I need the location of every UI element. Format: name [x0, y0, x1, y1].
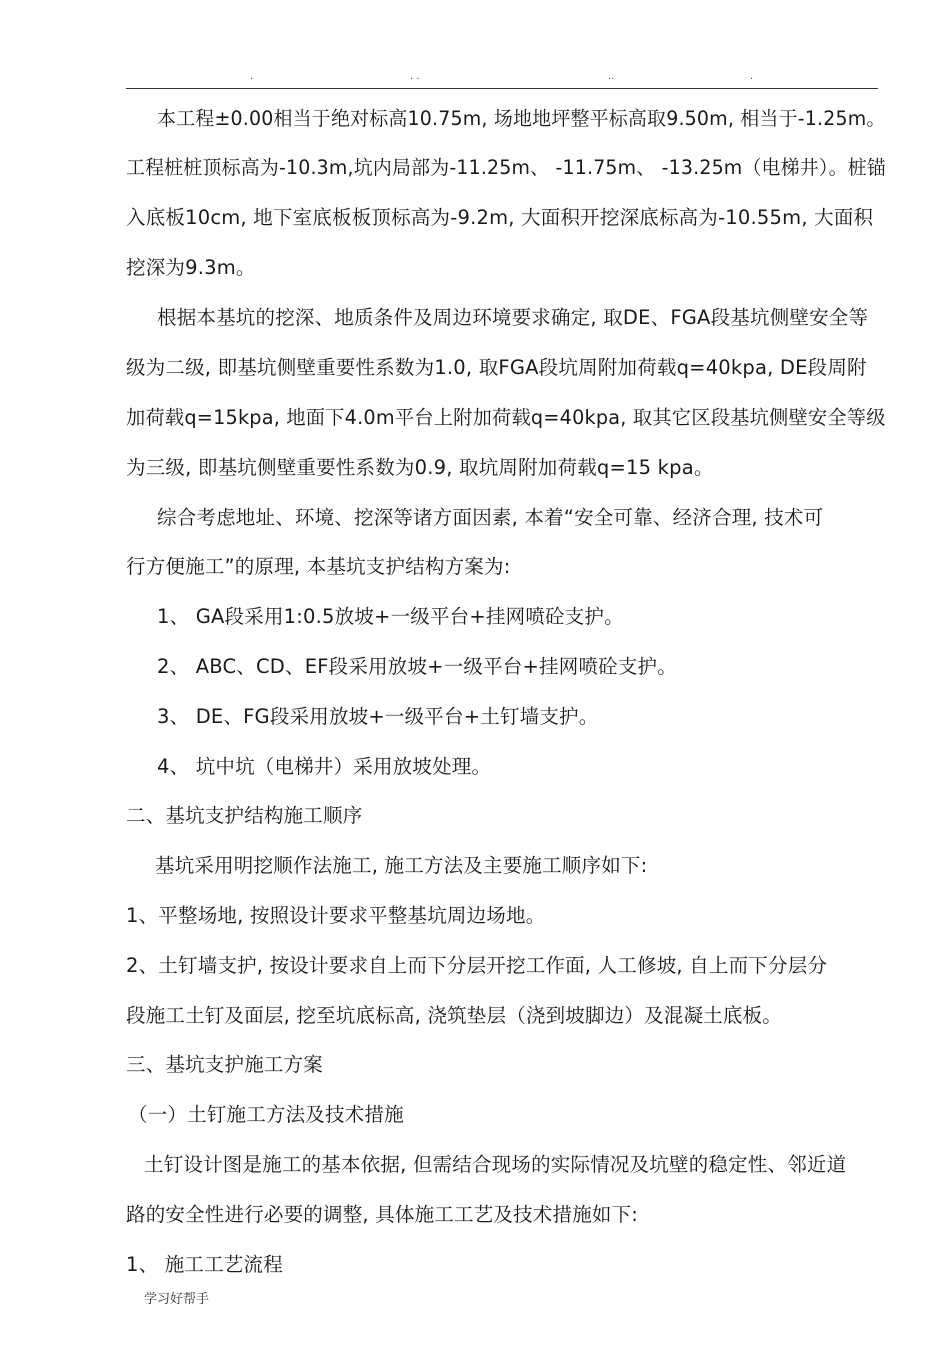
header-mark: . .: [410, 71, 420, 82]
text-line: 加荷载q=15kpa, 地面下4.0m平台上附加荷载q=40kpa, 取其它区段基坑侧壁安全等级: [126, 406, 886, 429]
list-item: 1、 施工工艺流程: [126, 1253, 283, 1276]
header-marks: [126, 72, 878, 86]
text-line: 本工程±0.00相当于绝对标高10.75m, 场地地坪整平标高取9.50m, 相当于-1.25m。: [157, 107, 886, 130]
text-line: 路的安全性进行必要的调整, 具体施工工艺及技术措施如下:: [126, 1203, 639, 1226]
header-rule: [126, 88, 878, 89]
list-item: 3、 DE、FG段采用放坡+一级平台+土钉墙支护。: [157, 705, 599, 728]
text-line: 综合考虑地址、环境、挖深等诸方面因素, 本着“安全可靠、经济合理, 技术可: [157, 506, 824, 529]
text-line: 行方便施工”的原理, 本基坑支护结构方案为:: [126, 555, 511, 578]
list-item: 2、 ABC、CD、EF段采用放坡+一级平台+挂网喷砼支护。: [157, 655, 677, 678]
header-mark: .: [750, 71, 754, 82]
header-mark: .: [250, 71, 254, 82]
text-line: 挖深为9.3m。: [126, 256, 256, 279]
header-mark: ..: [608, 71, 615, 82]
text-line: 为三级, 即基坑侧壁重要性系数为0.9, 取坑周附加荷载q=15 kpa。: [126, 456, 714, 479]
text-line: 段施工土钉及面层, 挖至坑底标高, 浇筑垫层（浇到坡脚边）及混凝土底板。: [126, 1004, 782, 1027]
section-heading: 三、基坑支护施工方案: [126, 1053, 324, 1076]
text-line: 1、平整场地, 按照设计要求平整基坑周边场地。: [126, 904, 546, 927]
text-line: 基坑采用明挖顺作法施工, 施工方法及主要施工顺序如下:: [155, 854, 648, 877]
text-line: 级为二级, 即基坑侧壁重要性系数为1.0, 取FGA段坑周附加荷载q=40kpa, DE段周附: [126, 356, 867, 379]
list-item: 4、 坑中坑（电梯井）采用放坡处理。: [157, 755, 492, 778]
footer-text: 学习好帮手: [144, 1292, 210, 1307]
section-heading: 二、基坑支护结构施工顺序: [126, 804, 363, 827]
subsection-heading: （一）土钉施工方法及技术措施: [128, 1103, 404, 1126]
text-line: 2、土钉墙支护, 按设计要求自上而下分层开挖工作面, 人工修坡, 自上而下分层分: [126, 954, 828, 977]
list-item: 1、 GA段采用1:0.5放坡+一级平台+挂网喷砼支护。: [157, 605, 624, 628]
text-line: 根据本基坑的挖深、地质条件及周边环境要求确定, 取DE、FGA段基坑侧壁安全等: [157, 306, 869, 329]
text-line: 工程桩桩顶标高为-10.3m,坑内局部为-11.25m、 -11.75m、 -13.25m（电梯井）。桩锚: [126, 156, 886, 179]
text-line: 入底板10cm, 地下室底板板顶标高为-9.2m, 大面积开挖深底标高为-10.55m, 大面积: [126, 206, 874, 229]
text-line: 土钉设计图是施工的基本依据, 但需结合现场的实际情况及坑壁的稳定性、邻近道: [144, 1153, 847, 1176]
